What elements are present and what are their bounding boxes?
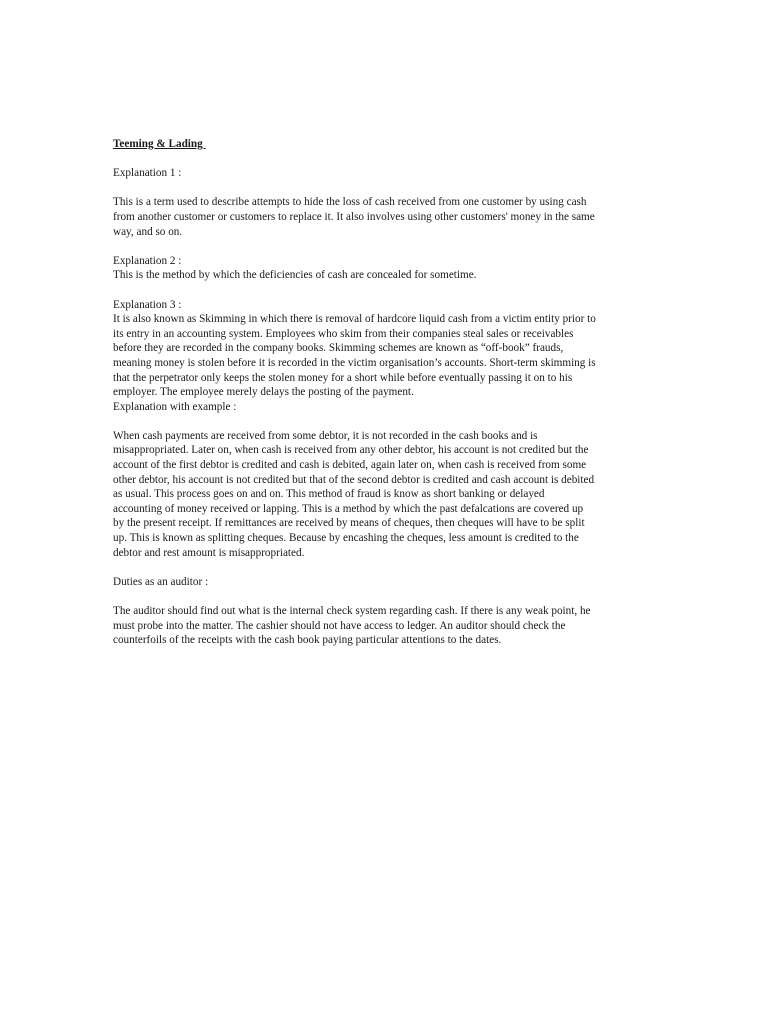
explanation-3-line: its entry in an accounting system. Employees who skim from their companies steal sales or receivables [113,327,574,340]
explanation-3-section [113,298,658,400]
explanation-3-line: employer. The employee merely delays the posting of the payment. [113,386,414,399]
explanation-3-line: that the perpetrator only keeps the stolen money for a short while before eventually passing it on to his [113,371,573,384]
explanation-3-line: It is also known as Skimming in which there is removal of hardcore liquid cash from a victim entity prior to [113,313,596,326]
explanation-1-section [113,166,658,239]
explanation-2-section [113,254,658,283]
explanation-1-heading: Explanation 1 : [113,167,182,180]
example-line: as usual. This process goes on and on. This method of fraud is know as short banking or delayed [113,488,545,501]
explanation-3-heading: Explanation 3 : [113,298,182,311]
duties-section [113,575,658,648]
example-line: debtor and rest amount is misappropriated. [113,546,305,559]
example-line: misappropriated. Later on, when cash is received from any other debtor, his account is not credited but the [113,444,589,457]
explanation-1-line: from another customer or customers to replace it. It also involves using other customers' money in the same [113,210,595,223]
duties-line: must probe into the matter. The cashier should not have access to ledger. An auditor should check the [113,619,566,632]
explanation-3-line: meaning money is stolen before it is recorded in the victim organisation’s accounts. Short-term skimming is [113,356,596,369]
explanation-3-line: before they are recorded in the company books. Skimming schemes are known as “off-book” frauds, [113,342,564,355]
explanation-2-heading: Explanation 2 : [113,254,182,267]
example-line: by the present receipt. If remittances are received by means of cheques, then cheques will have to be split [113,517,585,530]
example-line: When cash payments are received from some debtor, it is not recorded in the cash books and is [113,429,538,442]
duties-heading: Duties as an auditor : [113,575,209,588]
document-page [113,137,658,648]
explanation-1-line: This is a term used to describe attempts to hide the loss of cash received from one customer by using cash [113,196,587,209]
example-line: other debtor, his account is not credited but that of the second debtor is credited and cash account is debited [113,473,595,486]
duties-line: counterfoils of the receipts with the cash book paying particular attentions to the dates. [113,634,502,647]
example-line: accounting of money received or lapping. This is a method by which the past defalcations are covered up [113,502,584,515]
duties-line: The auditor should find out what is the internal check system regarding cash. If there is any weak point, he [113,605,591,617]
example-section [113,400,658,561]
explanation-2-line: This is the method by which the deficiencies of cash are concealed for sometime. [113,269,477,282]
explanation-1-line: way, and so on. [113,225,183,238]
example-heading: Explanation with example : [113,400,237,413]
document-title: Teeming & Lading [113,138,206,150]
example-line: account of the first debtor is credited and cash is debited, again later on, when cash is received from some [113,459,587,472]
example-line: up. This is known as splitting cheques. Because by encashing the cheques, less amount is credited to the [113,532,579,545]
